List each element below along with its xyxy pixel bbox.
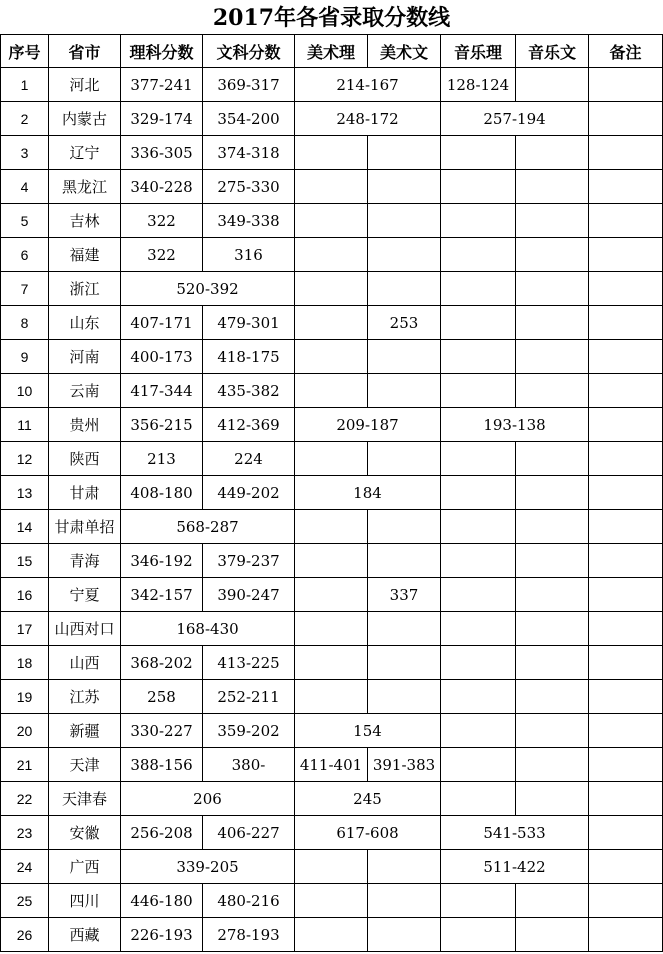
row-number: 10 [1, 374, 49, 408]
score-cell: 391-383 [368, 748, 441, 782]
score-cell: 193-138 [441, 408, 589, 442]
score-cell [589, 646, 663, 680]
score-cell [295, 578, 368, 612]
score-cell [368, 238, 441, 272]
score-cell [368, 646, 441, 680]
province-name: 四川 [49, 884, 121, 918]
score-cell [441, 442, 516, 476]
table-row [1, 408, 663, 442]
row-number: 8 [1, 306, 49, 340]
score-cell [441, 884, 516, 918]
table-row [1, 306, 663, 340]
score-cell: 379-237 [203, 544, 295, 578]
score-cell [441, 476, 516, 510]
score-cell [368, 612, 441, 646]
score-cell: 368-202 [121, 646, 203, 680]
province-name: 陕西 [49, 442, 121, 476]
score-cell [295, 918, 368, 952]
row-number: 5 [1, 204, 49, 238]
score-cell: 480-216 [203, 884, 295, 918]
score-cell [368, 884, 441, 918]
score-cell: 342-157 [121, 578, 203, 612]
score-cell: 256-208 [121, 816, 203, 850]
table-row [1, 782, 663, 816]
score-cell [516, 204, 589, 238]
score-cell [441, 646, 516, 680]
province-name: 青海 [49, 544, 121, 578]
score-cell [295, 272, 368, 306]
header-remarks: 备注 [589, 35, 663, 68]
score-cell: 359-202 [203, 714, 295, 748]
score-cell [516, 680, 589, 714]
score-cell [589, 578, 663, 612]
score-cell [516, 884, 589, 918]
score-cell: 339-205 [121, 850, 295, 884]
score-cell: 390-247 [203, 578, 295, 612]
score-cell [295, 612, 368, 646]
province-name: 内蒙古 [49, 102, 121, 136]
table-row [1, 340, 663, 374]
table-row [1, 510, 663, 544]
page-title: 2017年各省录取分数线 [212, 5, 451, 31]
score-cell [368, 442, 441, 476]
score-cell [441, 748, 516, 782]
score-cell: 406-227 [203, 816, 295, 850]
score-cell [589, 102, 663, 136]
table-row [1, 748, 663, 782]
score-cell [441, 918, 516, 952]
score-cell [295, 306, 368, 340]
score-cell [589, 782, 663, 816]
score-cell [516, 238, 589, 272]
score-cell: 226-193 [121, 918, 203, 952]
score-cell: 206 [121, 782, 295, 816]
table-row [1, 646, 663, 680]
row-number: 17 [1, 612, 49, 646]
score-cell: 322 [121, 204, 203, 238]
header-science: 理科分数 [121, 35, 203, 68]
score-cell [368, 272, 441, 306]
header-music-science: 音乐理 [441, 35, 516, 68]
province-name: 宁夏 [49, 578, 121, 612]
score-cell: 411-401 [295, 748, 368, 782]
province-name: 辽宁 [49, 136, 121, 170]
score-cell [589, 374, 663, 408]
province-name: 天津春 [49, 782, 121, 816]
score-cell [295, 204, 368, 238]
score-cell [368, 340, 441, 374]
table-row [1, 442, 663, 476]
score-cell [516, 68, 589, 102]
header-art-science: 美术理 [295, 35, 368, 68]
province-name: 甘肃 [49, 476, 121, 510]
table-row [1, 374, 663, 408]
score-cell: 356-215 [121, 408, 203, 442]
row-number: 16 [1, 578, 49, 612]
score-cell: 329-174 [121, 102, 203, 136]
score-cell [295, 884, 368, 918]
table-row [1, 680, 663, 714]
table-row [1, 578, 663, 612]
score-cell: 374-318 [203, 136, 295, 170]
score-cell [516, 374, 589, 408]
row-number: 19 [1, 680, 49, 714]
score-cell [589, 850, 663, 884]
score-cell [589, 918, 663, 952]
score-cell [441, 680, 516, 714]
score-cell: 407-171 [121, 306, 203, 340]
score-cell [295, 238, 368, 272]
table-row [1, 170, 663, 204]
score-cell [516, 272, 589, 306]
table-row [1, 850, 663, 884]
province-name: 广西 [49, 850, 121, 884]
score-cell [295, 544, 368, 578]
row-number: 11 [1, 408, 49, 442]
score-cell [516, 136, 589, 170]
row-number: 14 [1, 510, 49, 544]
province-name: 西藏 [49, 918, 121, 952]
score-cell: 213 [121, 442, 203, 476]
province-name: 新疆 [49, 714, 121, 748]
score-cell: 511-422 [441, 850, 589, 884]
province-name: 江苏 [49, 680, 121, 714]
table-row [1, 816, 663, 850]
score-cell [516, 340, 589, 374]
score-cell [589, 442, 663, 476]
score-cell: 349-338 [203, 204, 295, 238]
row-number: 6 [1, 238, 49, 272]
header-art-arts: 美术文 [368, 35, 441, 68]
header-no: 序号 [1, 35, 49, 68]
score-cell [368, 510, 441, 544]
score-cell: 337 [368, 578, 441, 612]
score-cell [441, 272, 516, 306]
score-cell: 541-533 [441, 816, 589, 850]
row-number: 22 [1, 782, 49, 816]
score-cell: 278-193 [203, 918, 295, 952]
score-cell [589, 612, 663, 646]
province-name: 安徽 [49, 816, 121, 850]
score-cell [589, 510, 663, 544]
score-cell [516, 612, 589, 646]
province-name: 贵州 [49, 408, 121, 442]
header-row [1, 35, 663, 68]
score-cell: 520-392 [121, 272, 295, 306]
score-cell [295, 850, 368, 884]
score-cell [589, 204, 663, 238]
table-row [1, 918, 663, 952]
score-cell: 214-167 [295, 68, 441, 102]
row-number: 18 [1, 646, 49, 680]
row-number: 25 [1, 884, 49, 918]
table-row [1, 68, 663, 102]
score-cell [516, 714, 589, 748]
score-cell [441, 238, 516, 272]
table-row [1, 612, 663, 646]
score-cell [589, 714, 663, 748]
row-number: 1 [1, 68, 49, 102]
score-cell [516, 918, 589, 952]
score-cell: 380- [203, 748, 295, 782]
score-cell [368, 544, 441, 578]
score-cell [589, 136, 663, 170]
score-cell: 568-287 [121, 510, 295, 544]
score-cell: 340-228 [121, 170, 203, 204]
row-number: 9 [1, 340, 49, 374]
table-row [1, 204, 663, 238]
province-name: 河南 [49, 340, 121, 374]
score-cell [441, 374, 516, 408]
score-cell [441, 136, 516, 170]
score-cell [441, 306, 516, 340]
row-number: 21 [1, 748, 49, 782]
score-cell [589, 68, 663, 102]
score-cell [295, 646, 368, 680]
header-province: 省市 [49, 35, 121, 68]
score-cell: 413-225 [203, 646, 295, 680]
row-number: 26 [1, 918, 49, 952]
score-cell [295, 442, 368, 476]
province-name: 福建 [49, 238, 121, 272]
score-cell [368, 850, 441, 884]
score-cell: 316 [203, 238, 295, 272]
score-cell: 184 [295, 476, 441, 510]
score-table [0, 34, 663, 952]
row-number: 4 [1, 170, 49, 204]
table-row [1, 238, 663, 272]
table-row [1, 136, 663, 170]
score-cell: 418-175 [203, 340, 295, 374]
score-cell: 128-124 [441, 68, 516, 102]
province-name: 山西 [49, 646, 121, 680]
score-cell [589, 884, 663, 918]
score-cell [368, 136, 441, 170]
score-cell: 209-187 [295, 408, 441, 442]
table-row [1, 714, 663, 748]
table-row [1, 884, 663, 918]
score-cell: 408-180 [121, 476, 203, 510]
row-number: 3 [1, 136, 49, 170]
score-cell [441, 714, 516, 748]
score-cell [516, 544, 589, 578]
score-cell [295, 374, 368, 408]
table-row [1, 102, 663, 136]
score-cell [441, 204, 516, 238]
score-cell: 224 [203, 442, 295, 476]
score-cell: 449-202 [203, 476, 295, 510]
province-name: 甘肃单招 [49, 510, 121, 544]
score-cell: 388-156 [121, 748, 203, 782]
score-cell [516, 306, 589, 340]
row-number: 12 [1, 442, 49, 476]
score-cell [368, 374, 441, 408]
score-cell [295, 170, 368, 204]
score-cell: 245 [295, 782, 441, 816]
score-cell: 336-305 [121, 136, 203, 170]
score-cell [441, 510, 516, 544]
score-cell [368, 204, 441, 238]
score-cell [589, 340, 663, 374]
score-cell [589, 748, 663, 782]
score-cell [441, 340, 516, 374]
score-cell: 412-369 [203, 408, 295, 442]
score-cell [516, 442, 589, 476]
score-cell: 275-330 [203, 170, 295, 204]
score-cell [516, 170, 589, 204]
score-cell [368, 170, 441, 204]
row-number: 23 [1, 816, 49, 850]
score-cell: 252-211 [203, 680, 295, 714]
score-cell [295, 136, 368, 170]
score-cell [516, 476, 589, 510]
province-name: 天津 [49, 748, 121, 782]
score-cell [516, 748, 589, 782]
score-cell: 253 [368, 306, 441, 340]
row-number: 24 [1, 850, 49, 884]
table-row [1, 272, 663, 306]
score-cell: 617-608 [295, 816, 441, 850]
score-cell: 322 [121, 238, 203, 272]
table-row [1, 544, 663, 578]
score-cell: 258 [121, 680, 203, 714]
score-cell [589, 816, 663, 850]
score-cell [516, 782, 589, 816]
province-name: 云南 [49, 374, 121, 408]
score-cell [441, 612, 516, 646]
score-cell [589, 306, 663, 340]
row-number: 7 [1, 272, 49, 306]
score-cell [589, 476, 663, 510]
score-cell: 354-200 [203, 102, 295, 136]
header-music-arts: 音乐文 [516, 35, 589, 68]
score-cell: 346-192 [121, 544, 203, 578]
row-number: 15 [1, 544, 49, 578]
score-cell [516, 578, 589, 612]
score-cell [589, 170, 663, 204]
score-cell: 435-382 [203, 374, 295, 408]
score-cell: 257-194 [441, 102, 589, 136]
score-cell [368, 680, 441, 714]
province-name: 河北 [49, 68, 121, 102]
province-name: 吉林 [49, 204, 121, 238]
row-number: 20 [1, 714, 49, 748]
score-cell: 446-180 [121, 884, 203, 918]
score-cell [441, 170, 516, 204]
province-name: 黑龙江 [49, 170, 121, 204]
score-cell [589, 680, 663, 714]
score-cell [368, 918, 441, 952]
score-cell: 154 [295, 714, 441, 748]
score-cell [295, 510, 368, 544]
score-cell: 248-172 [295, 102, 441, 136]
score-cell [295, 680, 368, 714]
score-cell: 369-317 [203, 68, 295, 102]
score-cell [441, 782, 516, 816]
score-cell [589, 238, 663, 272]
score-cell [589, 408, 663, 442]
province-name: 山西对口 [49, 612, 121, 646]
score-cell: 377-241 [121, 68, 203, 102]
province-name: 山东 [49, 306, 121, 340]
score-cell [516, 646, 589, 680]
score-cell: 400-173 [121, 340, 203, 374]
score-cell [589, 272, 663, 306]
score-cell [295, 340, 368, 374]
score-cell [589, 544, 663, 578]
score-cell: 479-301 [203, 306, 295, 340]
score-cell [441, 578, 516, 612]
score-cell: 168-430 [121, 612, 295, 646]
province-name: 浙江 [49, 272, 121, 306]
header-arts: 文科分数 [203, 35, 295, 68]
row-number: 13 [1, 476, 49, 510]
score-cell [516, 510, 589, 544]
table-row [1, 476, 663, 510]
score-cell: 417-344 [121, 374, 203, 408]
row-number: 2 [1, 102, 49, 136]
score-cell [441, 544, 516, 578]
score-cell: 330-227 [121, 714, 203, 748]
